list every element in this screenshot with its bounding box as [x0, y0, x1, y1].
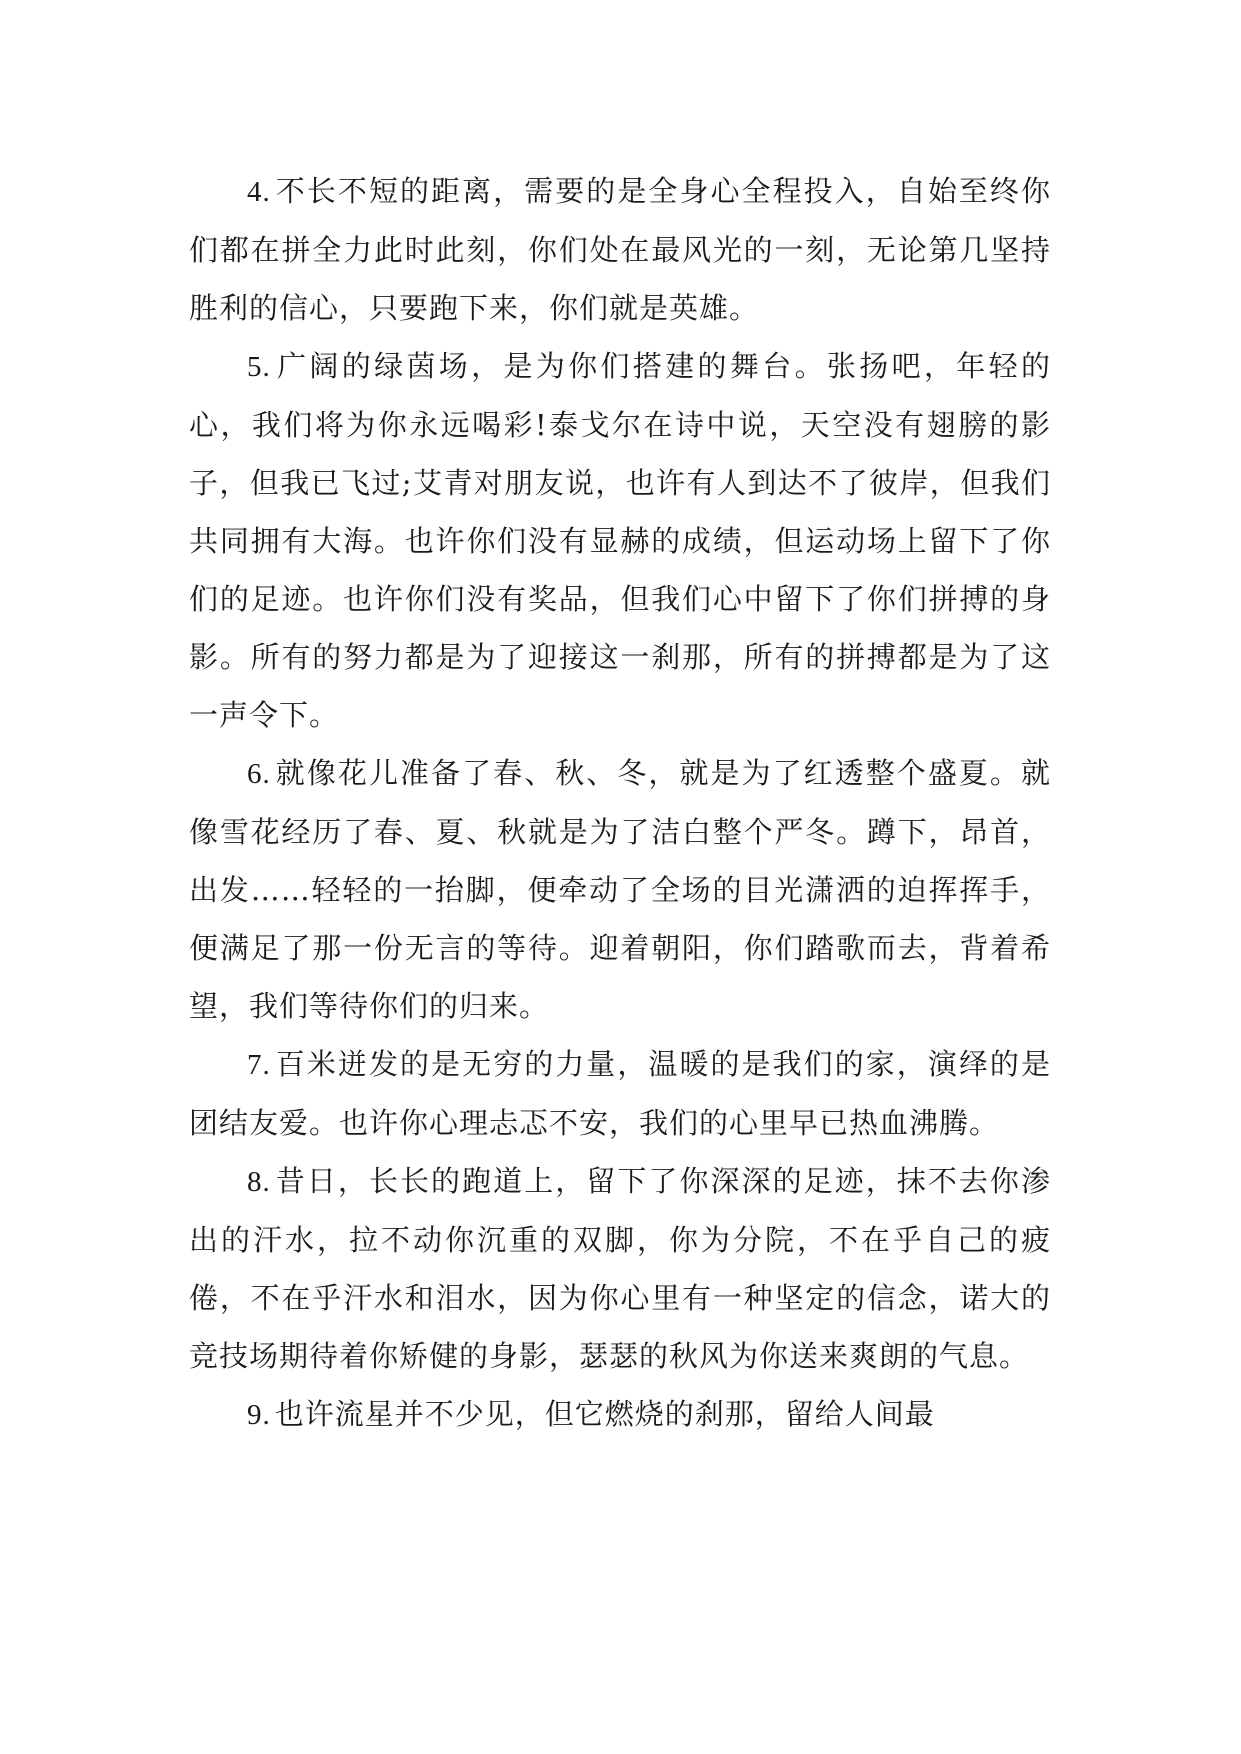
paragraph-number: 7.	[247, 1049, 271, 1081]
paragraph-number: 6.	[247, 758, 271, 790]
paragraph-number: 9.	[247, 1399, 271, 1431]
paragraph-4	[189, 162, 1051, 337]
paragraph-text: 昔日，长长的跑道上，留下了你深深的足迹，抹不去你渗出的汗水，拉不动你沉重的双脚，你为分院，不在乎自己的疲倦，不在乎汗水和泪水，因为你心里有一种坚定的信念，诺大的竞技场期待着你矫健的身影，瑟瑟的秋风为你送来爽朗的气息。	[189, 1164, 1051, 1373]
paragraph-number: 8.	[247, 1166, 271, 1198]
paragraph-text: 广阔的绿茵场，是为你们搭建的舞台。张扬吧，年轻的心，我们将为你永远喝彩!泰戈尔在诗中说，天空没有翅膀的影子，但我已飞过;艾青对朋友说，也许有人到达不了彼岸，但我们共同拥有大海。也许你们没有显赫的成绩，但运动场上留下了你们的足迹。也许你们没有奖品，但我们心中留下了你们拼搏的身影。所有的努力都是为了迎接这一刹那，所有的拼搏都是为了这一声令下。	[189, 349, 1051, 732]
paragraph-number: 5.	[247, 351, 271, 383]
paragraph-text: 也许流星并不少见，但它燃烧的刹那，留给人间最	[274, 1397, 935, 1431]
paragraph-7	[189, 1035, 1051, 1152]
paragraph-8	[189, 1152, 1051, 1385]
paragraph-text: 就像花儿准备了春、秋、冬，就是为了红透整个盛夏。就像雪花经历了春、夏、秋就是为了洁白整个严冬。蹲下，昂首，出发……轻轻的一抬脚，便牵动了全场的目光潇洒的迫挥挥手，便满足了那一份无言的等待。迎着朝阳，你们踏歌而去，背着希望，我们等待你们的归来。	[189, 756, 1051, 1023]
paragraph-5	[189, 337, 1051, 744]
paragraph-6	[189, 744, 1051, 1035]
document-body	[189, 162, 1051, 1444]
paragraph-number: 4.	[247, 176, 271, 208]
paragraph-text: 百米迸发的是无穷的力量，温暖的是我们的家，演绎的是团结友爱。也许你心理忐忑不安，我们的心里早已热血沸腾。	[189, 1047, 1051, 1140]
paragraph-text: 不长不短的距离，需要的是全身心全程投入，自始至终你们都在拼全力此时此刻，你们处在最风光的一刻，无论第几坚持胜利的信心，只要跑下来，你们就是英雄。	[189, 174, 1051, 325]
paragraph-9	[189, 1385, 1051, 1444]
